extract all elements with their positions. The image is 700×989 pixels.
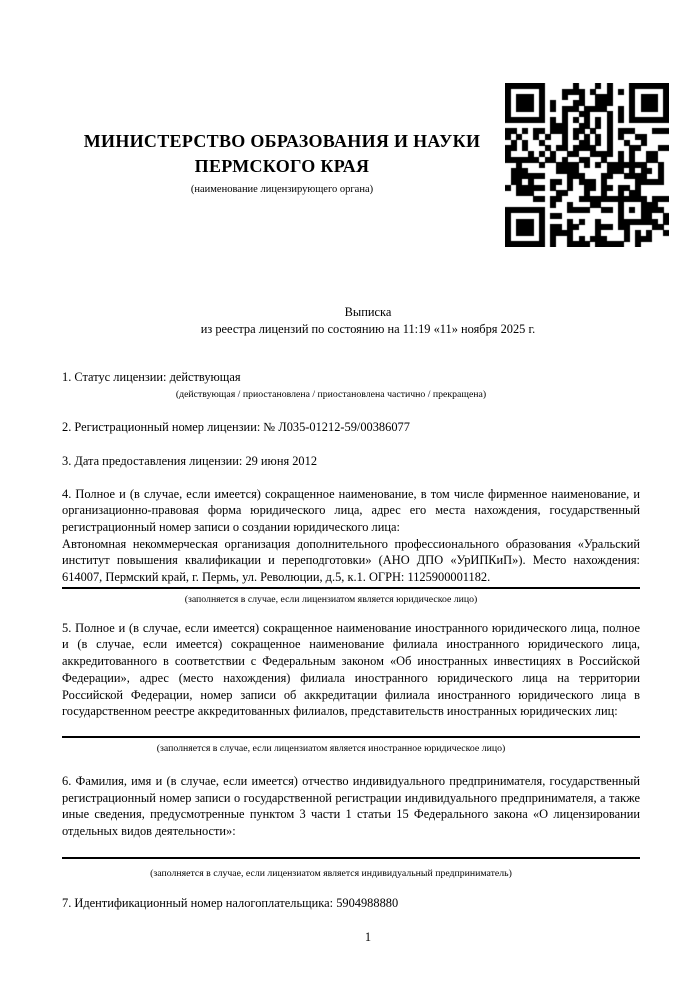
ministry-name-line1: МИНИСТЕРСТВО ОБРАЗОВАНИЯ И НАУКИ (83, 131, 481, 151)
license-grant-date-label: 3. Дата предоставления лицензии: (62, 453, 243, 468)
taxpayer-number-label: 7. Идентификационный номер налогоплательщика: (62, 895, 334, 910)
registration-number-item (62, 419, 640, 436)
document-title-date-line: из реестра лицензий по состоянию на 11:19 «11» ноября 2025 г. (200, 321, 536, 336)
taxpayer-number-item (62, 895, 640, 912)
separator-line (62, 736, 640, 738)
entrepreneur-item: 6. Фамилия, имя и (в случае, если имеется) отчество индивидуального предпринимателя, государственный регистрационный номер записи о государственной регистрации индивидуального предпринимателя, а также иные сведения, предусмотренные пунктом 3 части 1 статьи 15 Федерального закона «О лицензировании отдельных видов деятельности»: (62, 773, 640, 839)
page-number: 1 (364, 930, 372, 945)
license-status-value: действующая (169, 370, 241, 385)
registration-number-value: № Л035-01212-59/00386077 (263, 420, 410, 435)
legal-entity-prompt: 4. Полное и (в случае, если имеется) сокращенное наименование, в том числе фирменное наименование, и организационно-правовая форма юридического лица, адрес его места нахождения, государственный регистрационный номер записи о создании юридического лица: (62, 486, 640, 534)
license-status-label: 1. Статус лицензии: (62, 370, 167, 385)
foreign-entity-item: 5. Полное и (в случае, если имеется) сокращенное наименование иностранного юридического лица, полное и (в случае, если имеется) сокращенное наименование филиала иностранного юридического лица, аккредитованного в соответствии с Федеральным законом «Об иностранных инвестициях в Российской Федерации», адрес (место нахождения) филиала иностранного юридического лица на территории Российской Федерации, номер записи об аккредитации филиала иностранного юридического лица в государственном реестре аккредитованных филиалов, представительств иностранных юридических лиц: (62, 620, 640, 719)
licensing-authority-caption: (наименование лицензирующего органа) (190, 184, 374, 195)
legal-entity-details: Автономная некоммерческая организация дополнительного профессионального образования «Уральский институт повышения квалификации и переподготовки» (АНО ДПО «УрИПКиП»). Место нахождения: 614007, Пермский край, г. Пермь, ул. Революции, д.5, к.1. ОГРН: 1125900001182. (62, 536, 640, 585)
ministry-name-line2: ПЕРМСКОГО КРАЯ (194, 156, 370, 176)
legal-entity-note: (заполняется в случае, если лицензиатом является юридическое лицо) (184, 593, 478, 605)
document-title (62, 304, 640, 337)
legal-entity-item (62, 486, 640, 586)
foreign-entity-note: (заполняется в случае, если лицензиатом является иностранное юридическое лицо) (156, 742, 506, 754)
registration-number-label: 2. Регистрационный номер лицензии: (62, 420, 261, 435)
separator-line (62, 587, 640, 589)
license-grant-date-item (62, 453, 640, 470)
document-body (62, 0, 640, 946)
license-grant-date-value: 29 июня 2012 (245, 453, 318, 468)
separator-line (62, 857, 640, 859)
license-status-note: (действующая / приостановлена / приостановлена частично / прекращена) (175, 389, 487, 401)
license-status-item (62, 369, 640, 386)
entrepreneur-note: (заполняется в случае, если лицензиатом является индивидуальный предприниматель) (150, 867, 512, 879)
document-title-line1: Выписка (344, 305, 392, 319)
taxpayer-number-value: 5904988880 (336, 895, 399, 910)
